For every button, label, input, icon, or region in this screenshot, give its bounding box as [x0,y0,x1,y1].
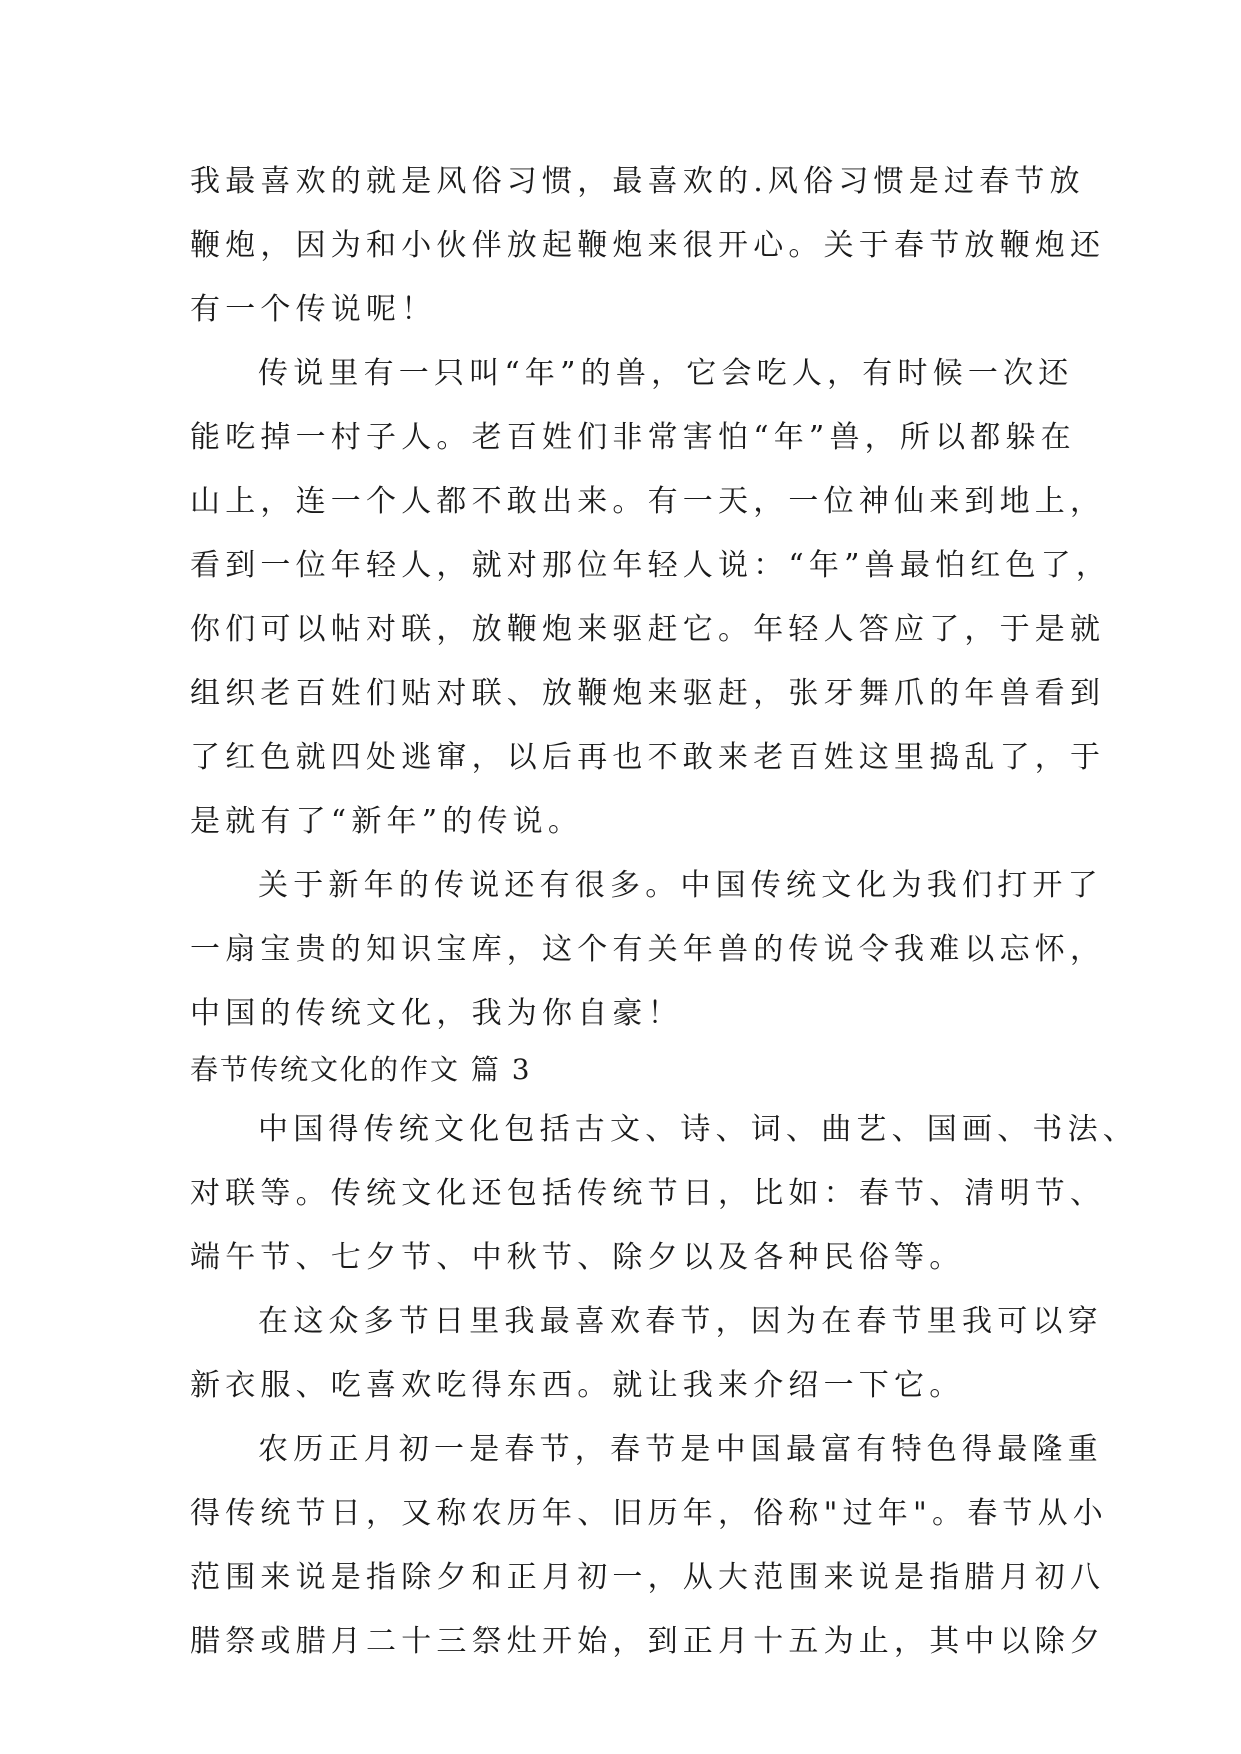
text-line: 了红色就四处逃窜，以后再也不敢来老百姓这里捣乱了，于 [190,740,1106,775]
text-line: 是就有了“新年”的传说。 [190,804,584,839]
text-line: 山上，连一个人都不敢出来。有一天，一位神仙来到地上， [190,484,1106,519]
text-line: 在这众多节日里我最喜欢春节，因为在春节里我可以穿 [258,1304,1103,1339]
text-line: 范围来说是指除夕和正月初一，从大范围来说是指腊月初八 [190,1560,1106,1595]
text-line: 中国得传统文化包括古文、诗、词、曲艺、国画、书法、 [258,1112,1138,1147]
text-line: 鞭炮，因为和小伙伴放起鞭炮来很开心。关于春节放鞭炮还 [190,228,1106,263]
text-line: 我最喜欢的就是风俗习惯，最喜欢的.风俗习惯是过春节放 [190,164,1085,199]
text-line: 关于新年的传说还有很多。中国传统文化为我们打开了 [258,868,1103,903]
text-line: 组织老百姓们贴对联、放鞭炮来驱赶，张牙舞爪的年兽看到 [190,676,1106,711]
text-line: 对联等。传统文化还包括传统节日，比如：春节、清明节、 [190,1176,1106,1211]
text-line: 腊祭或腊月二十三祭灶开始，到正月十五为止，其中以除夕 [190,1624,1106,1659]
text-line: 端午节、七夕节、中秋节、除夕以及各种民俗等。 [190,1240,965,1275]
text-line: 中国的传统文化，我为你自豪！ [190,996,683,1031]
text-line: 得传统节日，又称农历年、旧历年，俗称"过年"。春节从小 [190,1496,1108,1531]
text-line: 农历正月初一是春节，春节是中国最富有特色得最隆重 [258,1432,1103,1467]
text-line: 有一个传说呢！ [190,292,437,327]
section-heading: 春节传统文化的作文 篇 3 [190,1053,532,1086]
text-line: 能吃掉一村子人。老百姓们非常害怕“年”兽，所以都躲在 [190,420,1076,455]
text-line: 你们可以帖对联，放鞭炮来驱赶它。年轻人答应了，于是就 [190,612,1106,647]
text-line: 一扇宝贵的知识宝库，这个有关年兽的传说令我难以忘怀， [190,932,1106,967]
text-line: 看到一位年轻人，就对那位年轻人说：“年”兽最怕红色了， [190,548,1112,583]
text-line: 新衣服、吃喜欢吃得东西。就让我来介绍一下它。 [190,1368,965,1403]
text-line: 传说里有一只叫“年”的兽，它会吃人，有时候一次还 [258,356,1074,391]
